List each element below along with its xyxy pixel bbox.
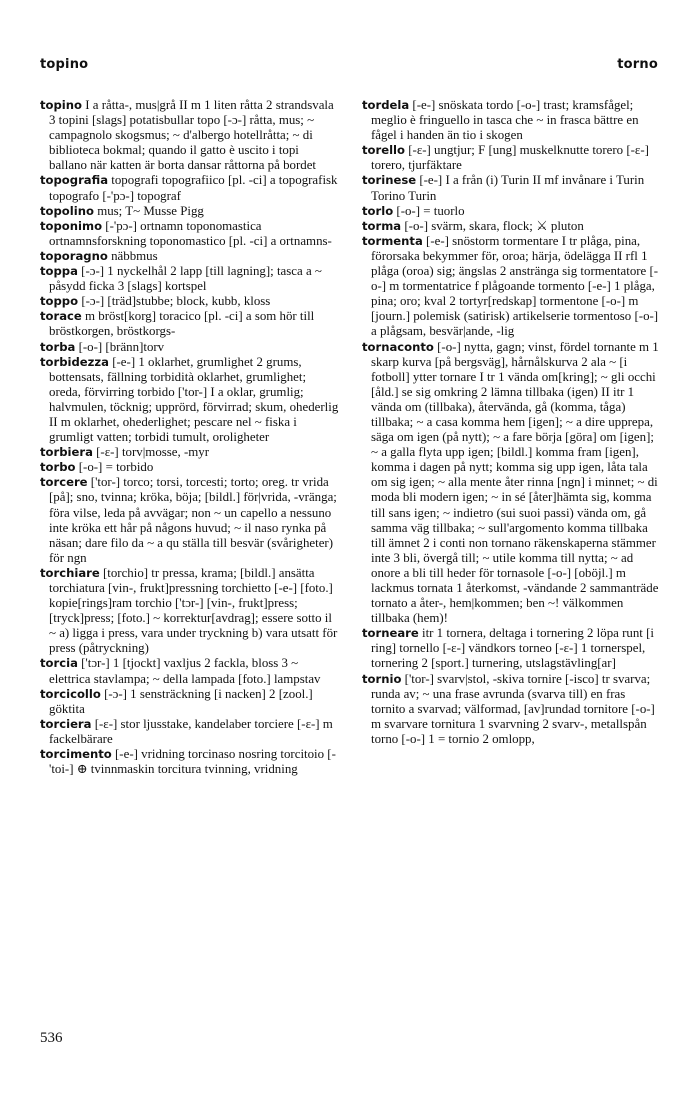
entry-definition: [-ɛ-] stor ljusstake, kandelaber torciere [-ɛ-] m fackelbärare [49,716,333,746]
entry-headword: torcia [40,656,78,671]
entry-definition: [torchio] tr pressa, krama; [bildl.] ansätta torchiatura [vin-, frukt]pressning torchietto [-e-] [foto.] kopie[rings]ram torchio ['tɔr-] [vin-, frukt]press; [tryck]press; [foto.] ~ korrektur[avdrag]; essere sotto il ~ a) ligga i press, vara under tryckning b) vara utsatt för press (påtryckning) [49,565,338,656]
dictionary-entry [40,98,340,173]
dictionary-entry [362,173,662,203]
dictionary-entry [362,98,662,143]
entry-definition: ['tor-] torco; torsi, torcesti; torto; oreg. tr vrida [på]; sno, tvinna; kröka, böja; [bildl.] för|vrida, -vränga; föra vilse, leda på avvägar; non ~ un capello a nessuno inte kröka ett hår på någons huvud; ~ il naso rynka på näsan; dare filo da ~ a qu ställa till besvär (svårigheter) för ngn [49,475,337,565]
entry-headword: torcere [40,475,88,490]
entry-headword: topografia [40,173,109,188]
entry-definition: [-ɛ-] torv|mosse, -myr [96,445,210,460]
entry-headword: toponimo [40,218,103,233]
entry-definition: [-o-] [bränn]torv [78,339,165,354]
dictionary-entry [40,717,340,747]
dictionary-entry [40,460,340,475]
left-column [40,98,340,777]
entry-definition: [-e-] snöstorm tormentare I tr plåga, pina, förorsaka bekymmer för, oroa; härja, ödelägga II rfl 1 plåga (oroa) sig; ängslas 2 anstränga sig tormentatore [-o-] m tormentatrice f plågoande tormento [-e-] 1 plåga, pina; oro; kval 2 tortyr[redskap] tormentone [-o-] m [journ.] polemisk (satirisk) artikelserie tormentoso [-o-] a plågsam, besvär|ande, -lig [371,233,659,339]
dictionary-entry [362,143,662,173]
right-column [362,98,662,747]
dictionary-entry [40,309,340,339]
dictionary-entry [40,445,340,460]
dictionary-entry [40,687,340,717]
entry-headword: torace [40,309,82,324]
entry-definition: [-o-] nytta, gagn; vinst, fördel tornante m 1 skarp kurva [på bergsväg], hårnålskurva 2 ala ~ [i fotboll] ytter tornare I tr 1 vända om[kring]; ~ gli occhi [åld.] se sig omkring 2 lämna tillbaka (igen) II itr 1 vända om (tillbaka), återvända, gå (komma, tåga) tillbaka; ~ a casa komma hem [igen]; ~ a dire upprepa, säga om igen (på nytt); ~ a fare börja [göra] om [igen]; ~ a galla flyta upp igen; [bildl.] komma fram [igen], komma i dagen på nytt; komma sig upp igen, låta tala om sig igen; ~ alla mente åter rinna [ngn] i minnet; ~ di moda bli modern igen; ~ in sé [åter]hämta sig, komma till sans igen; ~ indietro (sui suoi passi) vända om, gå samma väg tillbaka; ~ sull'argomento komma tillbaka till ämnet 2 i conti non tornano räkenskaperna stämmer inte 3 bli, övergå till; ~ utile komma till nytta; ~ ad onore a bli till heder för tornasole [-o-] [oböjl.] m lackmus tornata 1 återkomst, -vändande 2 sammanträde tornato a åter-, hem|kommen; ben ~! välkommen tillbaka (hem)! [371,339,659,626]
entry-definition: [-e-] I a från (i) Turin II mf invånare i Turin Torino Turin [371,173,645,203]
entry-headword: torciera [40,716,92,731]
dictionary-entry [362,204,662,219]
entry-definition: [-o-] = torbido [78,460,154,475]
entry-definition: [-ɛ-] ungtjur; F [ung] muskelknutte torero [-ɛ-] torero, tjurfäktare [371,143,649,173]
entry-headword: torma [362,218,402,233]
entry-headword: torbiera [40,445,93,460]
entry-definition: ['tor-] svarv|stol, -skiva tornire [-isco] tr svarva; runda av; ~ una frase avrunda (svarva till) en fras tornito a svarvad; välformad, [av]rundad tornitore [-o-] m svarvare tornitura 1 svarvning 2 svarv-, metallspån torno [-o-] 1 = tornio 2 omlopp, [371,671,655,746]
dictionary-entry [40,249,340,264]
entry-definition: näbbmus [111,248,158,263]
guide-word-right: torno [617,57,658,72]
dictionary-entry [362,626,662,671]
dictionary-entry [40,747,340,777]
dictionary-entry [362,340,662,627]
entry-definition: [-o-] svärm, skara, flock; ⚔ pluton [404,218,584,233]
entry-definition: [-ɔ-] 1 nyckelhål 2 lapp [till lagning]; tasca a ~ påsydd ficka 3 [slags] kortspel [49,264,322,294]
dictionary-entry [40,355,340,446]
entry-headword: tornio [362,671,402,686]
entry-headword: tornaconto [362,339,434,354]
entry-headword: torba [40,339,76,354]
dictionary-entry [362,672,662,747]
entry-definition: [-o-] = tuorlo [396,203,465,218]
entry-headword: tormenta [362,233,423,248]
dictionary-entry [362,219,662,234]
dictionary-entry [40,656,340,686]
entry-definition: ['tɔr-] 1 [tjockt] vaxljus 2 fackla, bloss 3 ~ elettrica stavlampa; ~ della lampada [foto.] lampstav [49,656,321,686]
entry-headword: topino [40,98,82,112]
dictionary-entry [40,475,340,566]
dictionary-entry [40,294,340,309]
entry-headword: topolino [40,203,94,218]
entry-headword: torneare [362,626,419,641]
entry-headword: torcicollo [40,686,101,701]
page-number: 536 [40,1030,63,1046]
entry-headword: toporagno [40,248,108,263]
entry-headword: toppo [40,294,79,309]
entry-definition: [-ɔ-] [träd]stubbe; block, kubb, kloss [81,294,271,309]
entry-definition: [-e-] 1 oklarhet, grumlighet 2 grums, bottensats, fällning torbidità oklarhet, grumlighet; oreda, förvirring torbido ['tor-] I a oklar, grumlig; halvmulen, töcknig; upprörd, förvirrad; skum, ohederlig II m oklarhet, ohederlighet; pescare nel ~ fiska i grumligt vatten; torbidi tumult, oroligheter [49,354,339,445]
entry-definition: mus; T~ Musse Pigg [97,203,204,218]
entry-definition: [-e-] vridning torcinaso nosring torcitoio [-'toi-] ⊕ tvinnmaskin torcitura tvinning, vridning [49,747,336,777]
entry-definition: m bröst[korg] toracico [pl. -ci] a som hör till bröstkorgen, bröstkorgs- [49,309,315,339]
dictionary-entry [40,566,340,657]
entry-headword: torinese [362,173,417,188]
dictionary-entry [362,234,662,340]
entry-headword: torbidezza [40,354,109,369]
entry-definition: [-ɔ-] 1 sensträckning [i nacken] 2 [zool.] göktita [49,686,313,716]
entry-definition: topografi topografiico [pl. -ci] a topografisk topografo [-'pɔ-] topograf [49,173,338,203]
entry-headword: tordela [362,98,410,112]
dictionary-entry [40,340,340,355]
entry-definition: I a råtta-, mus|grå II m 1 liten råtta 2 strandsvala 3 topini [slags] potatisbullar topo [-ɔ-] råtta, mus; ~ campagnolo skogsmus; ~ d'albergo hotellråtta; ~ di biblioteca bokmal; quando il gatto è uscito i topi ballano när katten är borta dansar råttorna på bordet [49,98,334,173]
guide-word-left: topino [40,57,89,72]
dictionary-entry [40,173,340,203]
dictionary-entry [40,264,340,294]
entry-headword: torbo [40,460,76,475]
dictionary-entry [40,219,340,249]
entry-definition: [-e-] snöskata tordo [-o-] trast; kramsfågel; meglio è fringuello in tasca che ~ in frasca bättre en fågel i handen än tio i skogen [371,98,639,143]
entry-headword: torchiare [40,565,100,580]
entry-definition: [-'pɔ-] ortnamn toponomastica ortnamnsforskning toponomastico [pl. -ci] a ortnamns- [49,218,332,248]
entry-headword: torlo [362,203,394,218]
entry-headword: toppa [40,264,78,279]
dictionary-entry [40,204,340,219]
entry-headword: torcimento [40,747,112,762]
entry-headword: torello [362,143,406,158]
entry-definition: itr 1 tornera, deltaga i tornering 2 löpa runt [i ring] tornello [-ɛ-] vändkors torneo [-ɛ-] 1 tornerspel, tornering 2 [sport.] turnering, utslagstävling[ar] [371,626,654,671]
